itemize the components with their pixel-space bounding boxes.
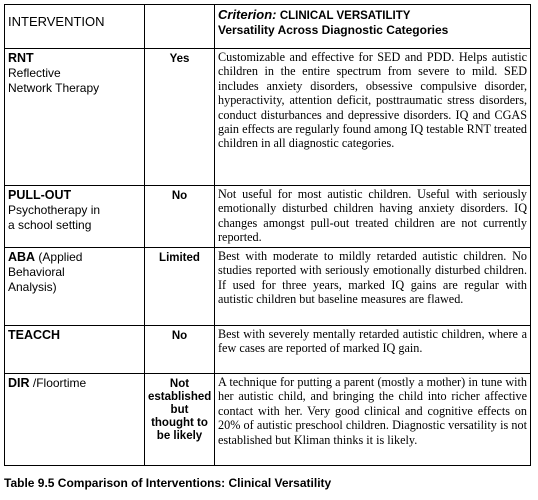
rating-cell: No <box>145 326 215 374</box>
intervention-cell <box>5 326 145 374</box>
rating-cell: Limited <box>145 248 215 326</box>
intervention-cell <box>5 248 145 326</box>
intervention-subtitle: a school setting <box>8 218 92 232</box>
comparison-table <box>4 4 531 466</box>
header-rating-cell <box>145 5 215 49</box>
description-cell: Not useful for most autistic children. Useful with seriously emotionally disturbed children having anxiety disorders. IQ changes amongst pull-out treated children are not currently reported. <box>215 186 531 248</box>
comparison-table-container <box>4 4 531 466</box>
intervention-subtitle: Psychotherapy in <box>8 203 101 217</box>
table-row <box>5 326 531 374</box>
intervention-cell <box>5 186 145 248</box>
description-cell: A technique for putting a parent (mostly a mother) in tune with her autistic child, and bringing the child into richer affective contact with her. Very good clinical and cognitive effects on 20% of autistic preschool children. Diagnostic versatility is not established but Kliman thinks it is likely. <box>215 374 531 466</box>
intervention-subtitle: Reflective <box>8 66 61 80</box>
intervention-cell <box>5 374 145 466</box>
intervention-subtitle: Network Therapy <box>8 81 100 95</box>
description-cell: Best with severely mentally retarded autistic children, where a few cases are reported of marked IQ gain. <box>215 326 531 374</box>
table-caption: Table 9.5 Comparison of Interventions: Clinical Versatility <box>4 476 332 490</box>
table-row <box>5 248 531 326</box>
intervention-name: PULL-OUT <box>8 188 72 202</box>
criterion-subtitle: Versatility Across Diagnostic Categories <box>218 23 449 37</box>
table-row <box>5 186 531 248</box>
intervention-name: DIR <box>8 376 30 390</box>
header-intervention: INTERVENTION <box>5 5 145 49</box>
criterion-title: CLINICAL VERSATILITY <box>279 10 411 22</box>
intervention-name: RNT <box>8 51 34 65</box>
intervention-name: ABA <box>8 250 36 264</box>
criterion-label: Criterion: <box>218 7 277 22</box>
intervention-name-rest: (Applied <box>35 250 83 264</box>
intervention-subtitle: Analysis) <box>8 280 57 294</box>
intervention-name: TEACCH <box>8 328 61 342</box>
header-row <box>5 5 531 49</box>
description-cell: Best with moderate to mildly retarded autistic children. No studies reported with seriously emotionally disturbed children. If used for three years, marked IQ gains are regular with autistic children but baseline measures are flawed. <box>215 248 531 326</box>
rating-cell: Not established but thought to be likely <box>145 374 215 466</box>
rating-cell: No <box>145 186 215 248</box>
table-row <box>5 49 531 186</box>
description-cell: Customizable and effective for SED and PDD. Helps autistic children in the entire spectrum from severe to mild. SED includes anxiety disorders, obsessive compulsive disorder, hyperactivity, attention deficit, posttraumatic stress disorders, conduct disturbances and depressive disorders. IQ and CGAS gain effects are regularly found among IQ testable RNT treated children in all diagnostic categories. <box>215 49 531 186</box>
intervention-name-rest: /Floortime <box>29 376 87 390</box>
intervention-subtitle: Behavioral <box>8 265 65 279</box>
intervention-cell <box>5 49 145 186</box>
header-criterion <box>215 5 531 49</box>
table-row <box>5 374 531 466</box>
rating-cell: Yes <box>145 49 215 186</box>
